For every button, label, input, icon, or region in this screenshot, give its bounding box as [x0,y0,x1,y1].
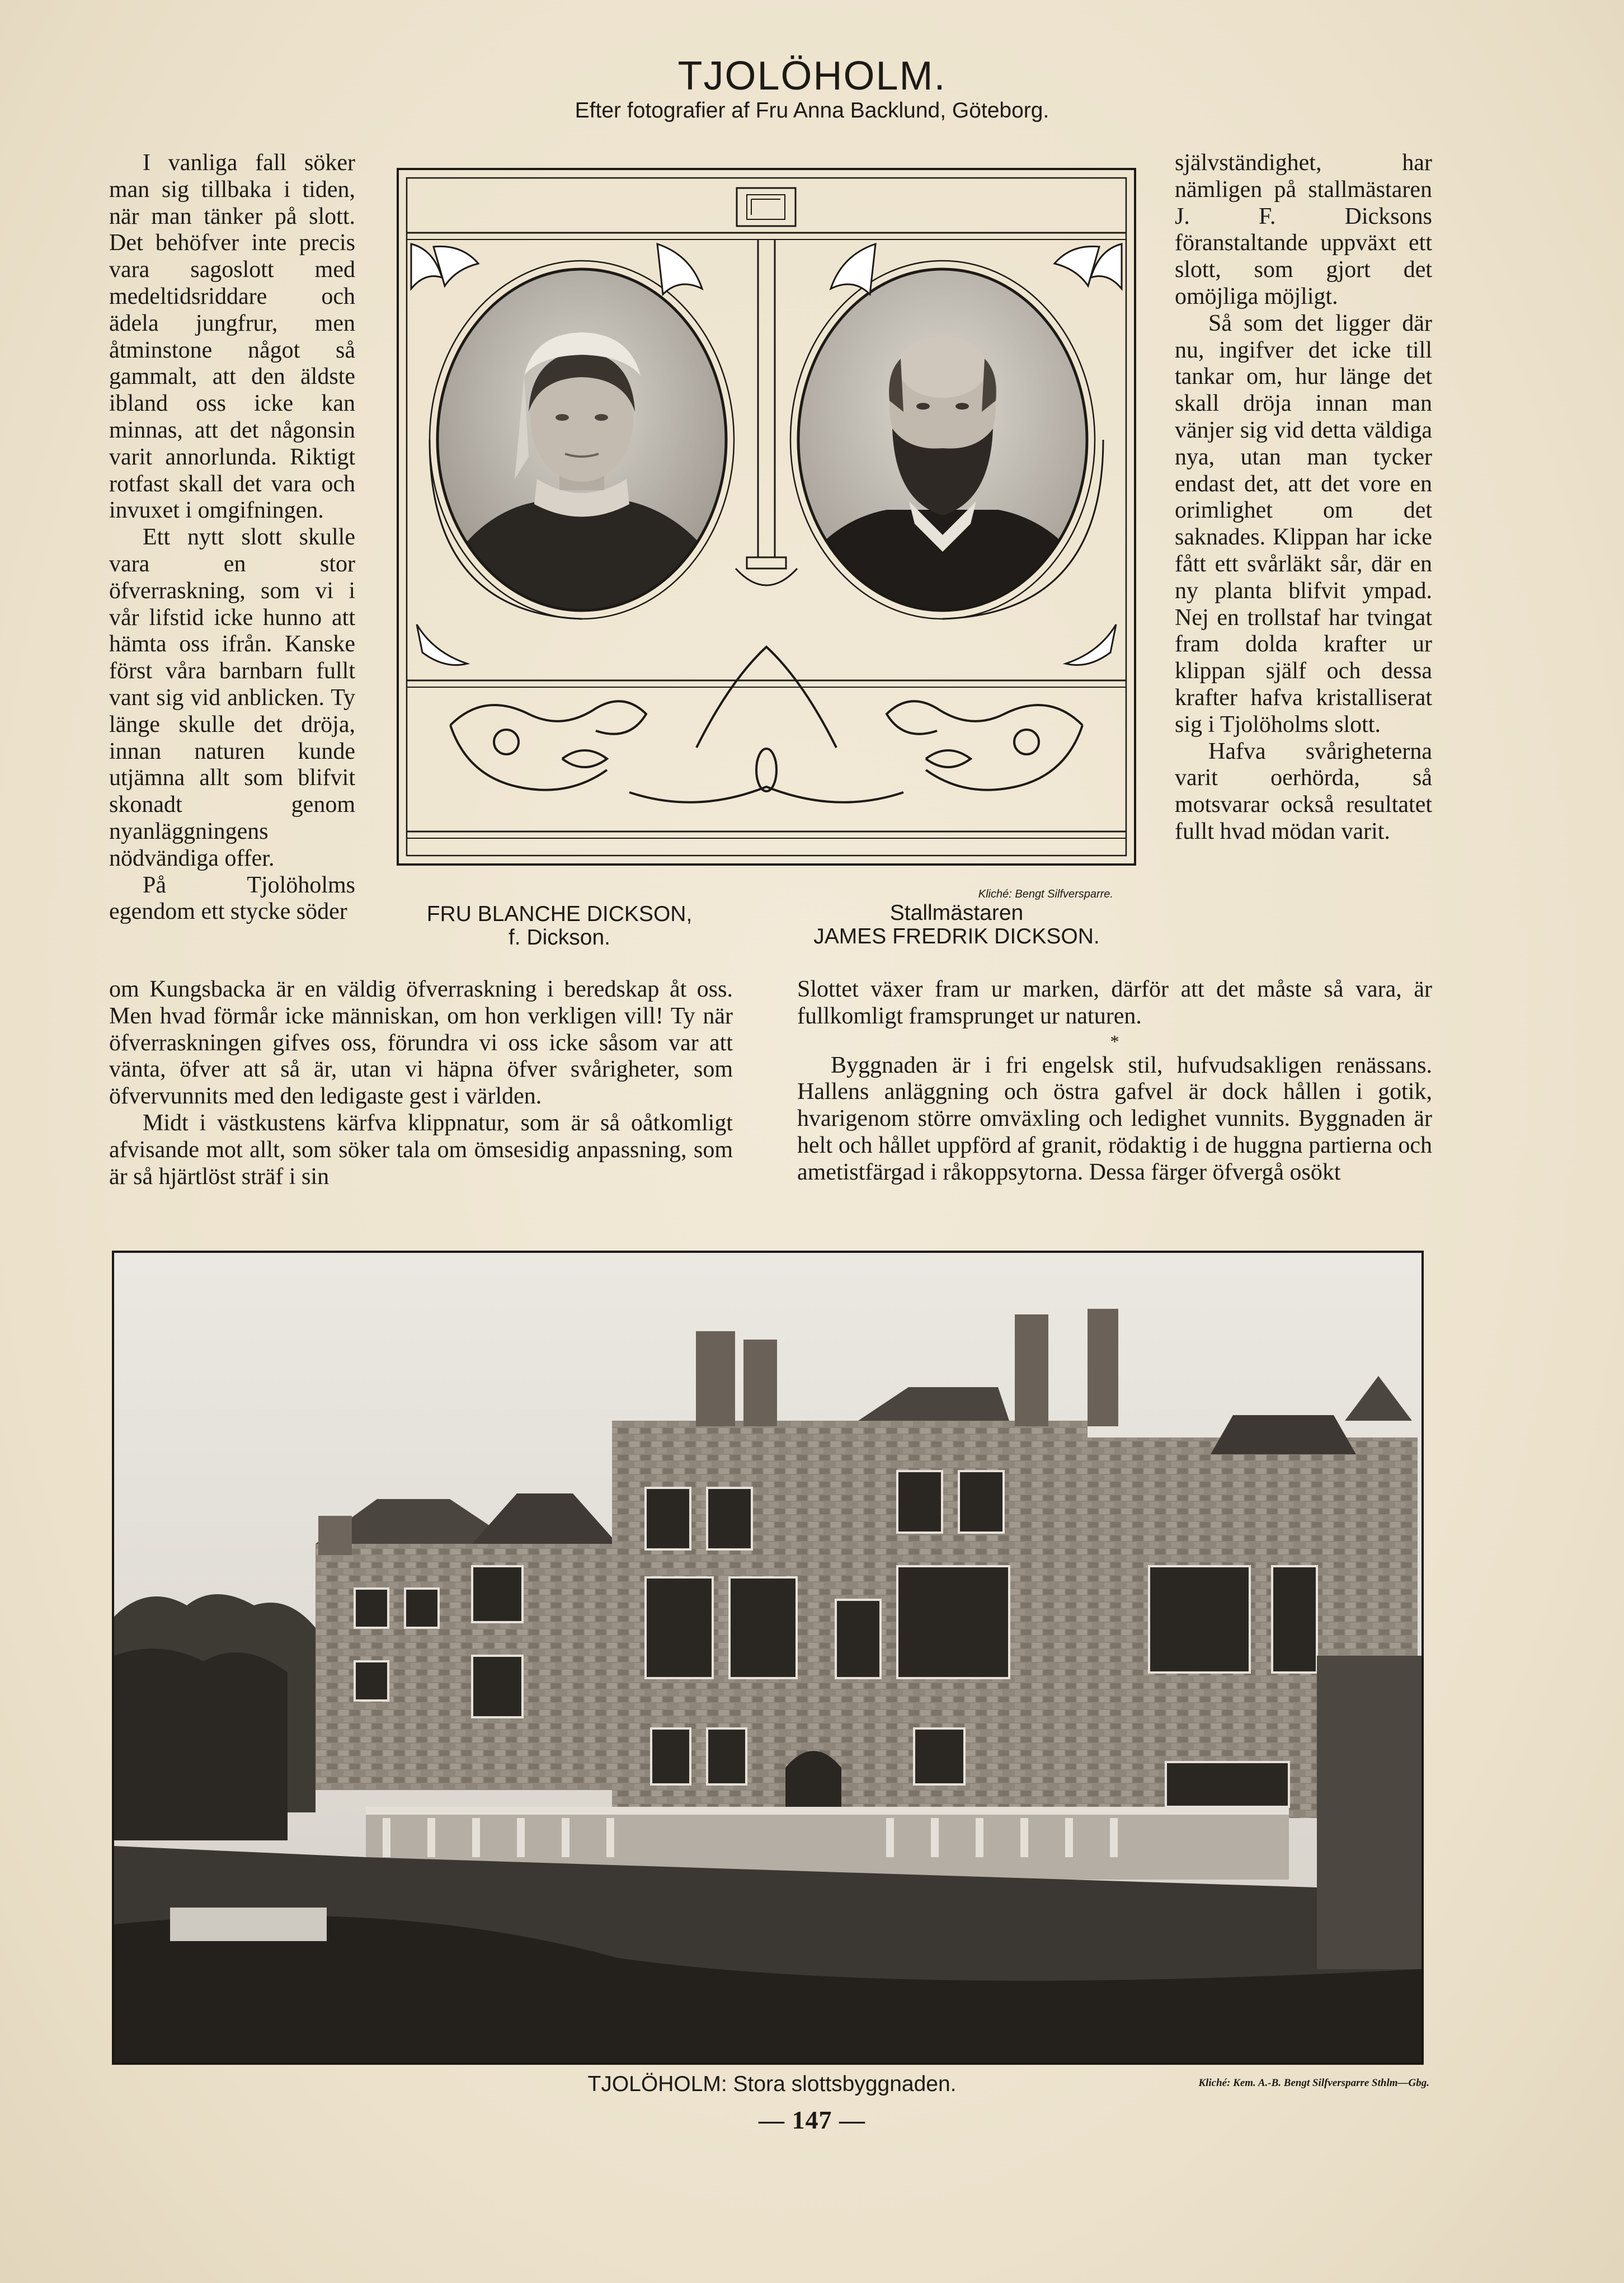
page-title: TJOLÖHOLM. [677,54,947,98]
portrait-credit: Kliché: Bengt Silfversparre. [978,888,1113,900]
text-column-bottom-left [109,976,733,1190]
paragraph: Så som det ligger där nu, ingifver det icke till tankar om, hur länge det skall dröja innan man vänjer sig vid detta väldiga nya, utan man tycker endast det, att det vore en orimlighet om det saknades. Klippan har icke fått ett svårläkt sår, där en ny planta blifvit ympad. Nej en trollstaf har tvingat fram dolda krafter ur klippan själf och dessa krafter hafva kristalliserat sig i Tjolöholms slott. [1175,310,1432,737]
paragraph: Byggnaden är i fri engelsk stil, hufvudsakligen renässans. Hallens anläggning och östra gafvel är dock hållen i gotik, hvarigenom större omväxling och ledighet vunnits. Byggnaden är helt och hållet uppförd af granit, rödaktig i de huggna partierna och ametistfärgad i råkoppsytorna. Dessa färger öfvergå osökt [797,1052,1432,1185]
page-number: — 147 — [759,2106,865,2134]
portrait-blanche-dickson [430,261,736,619]
portrait-frame [394,166,1138,868]
paragraph: Ett nytt slott skulle vara en stor öfverraskning, som vi i vår lifstid icke hunno att hämta oss ifrån. Kanske först våra barnbarn fullt vant sig vid anblicken. Ty länge skulle det dröja, innan naturen kunde utjämna allt som blifvit skonadt genom nyanläggningens nödvändiga offer. [109,524,355,871]
portrait-james-fredrik-dickson [786,261,1099,619]
text-column-left [109,150,355,926]
portrait-caption-left [394,903,724,950]
caption-subtext: f. Dickson. [508,926,611,950]
caption-name: JAMES FREDRIK DICKSON. [813,924,1100,948]
paragraph: På Tjolöholms egendom ett stycke söder [109,872,355,925]
photo-credit: Kliché: Kem. A.-B. Bengt Silfversparre Sthlm—Gbg. [1198,2077,1429,2089]
paragraph: om Kungsbacka är en väldig öfverraskning i beredskap åt oss. Men hvad förmår icke människan, om hon verkligen vill! Ty när öfverraskningen gifves oss, förundra vi oss icke såsom var att vänta, öfver att så är, utan vi häpna öfver svårigheter, som öfvervunnits med den ledigaste gest i världen. [109,976,733,1110]
castle-illustration [114,1253,1421,2063]
section-separator: * [1110,1031,1119,1051]
caption-title: Stallmästaren [889,901,1024,925]
portrait-caption-right [783,887,1130,948]
paragraph: Midt i västkustens kärfva klippnatur, som är så oåtkomligt afvisande mot allt, som söker tala om ömsesidig anpassning, som är så hjärtlöst sträf i sin [109,1110,733,1190]
paragraph: självständighet, har nämligen på stallmästaren J. F. Dicksons föranstaltande uppväxt ett slott, som gjort det omöjliga möjligt. [1175,150,1432,309]
page-subtitle: Efter fotografier af Fru Anna Backlund, Göteborg. [575,98,1049,123]
caption-name: FRU BLANCHE DICKSON, [426,902,693,926]
photo-caption: TJOLÖHOLM: Stora slottsbyggnaden. [587,2072,957,2096]
text-column-bottom-right [797,976,1432,1186]
paragraph: Slottet växer fram ur marken, därför att det måste så vara, är fullkomligt framsprunget ur naturen. [797,976,1432,1029]
castle-photograph [112,1251,1424,2065]
paragraph: I vanliga fall söker man sig tillbaka i tiden, när man tänker på slott. Det behöfver inte precis vara sagoslott med medeltidsriddare och ädela jungfrur, men åtminstone något så gammalt, att den äldste ibland oss icke kan minnas, att det någonsin varit annorlunda. Riktigt rotfast skall det vara och invuxet i omgifningen. [109,150,355,524]
paragraph: Hafva svårigheterna varit oerhörda, så motsvarar också resultatet fullt hvad mödan varit. [1175,738,1432,844]
text-column-right [1175,150,1432,845]
